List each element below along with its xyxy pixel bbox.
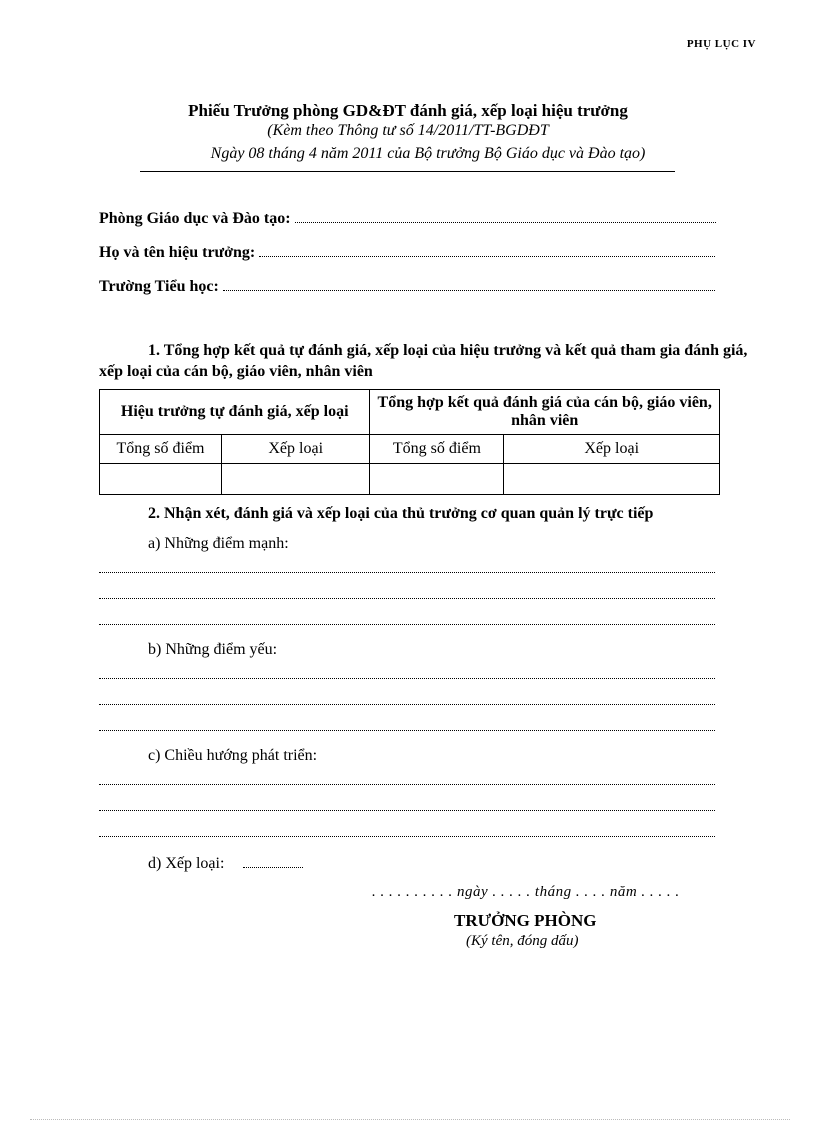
section-2-heading: 2. Nhận xét, đánh giá và xếp loại của thủ trưởng cơ quan quản lý trực tiếp: [148, 505, 654, 522]
self-rank-cell[interactable]: [222, 464, 370, 495]
ranking-label: d) Xếp loại:: [148, 855, 225, 872]
self-total-score-cell[interactable]: [100, 464, 222, 495]
staff-assessment-header: Tổng hợp kết quả đánh giá của cán bộ, giáo viên, nhân viên: [370, 390, 720, 435]
school-label: Trường Tiểu học:: [99, 278, 219, 295]
self-assessment-header: Hiệu trưởng tự đánh giá, xếp loại: [100, 390, 370, 435]
school-fill-line[interactable]: [223, 278, 715, 291]
school-field: [99, 278, 715, 296]
principal-label: Họ và tên hiệu trưởng:: [99, 244, 256, 261]
principal-fill-line[interactable]: [259, 244, 715, 257]
summary-table: [99, 389, 720, 495]
document-title: Phiếu Trưởng phòng GD&ĐT đánh giá, xếp loại hiệu trưởng: [188, 101, 628, 120]
appendix-label: PHỤ LỤC IV: [686, 38, 756, 50]
strengths-line-1[interactable]: [99, 572, 715, 573]
staff-total-score-header: Tổng số điểm: [370, 435, 504, 464]
strengths-label: a) Những điểm mạnh:: [148, 535, 289, 552]
title-divider: [140, 171, 675, 172]
signatory-title: TRƯỞNG PHÒNG: [454, 911, 597, 930]
staff-total-score-cell[interactable]: [370, 464, 504, 495]
principal-field: [99, 244, 715, 262]
signatory-note: (Ký tên, đóng dấu): [466, 933, 579, 949]
department-field: [99, 210, 716, 228]
document-subtitle-reference: (Kèm theo Thông tư số 14/2011/TT-BGDĐT: [267, 122, 549, 139]
direction-line-2[interactable]: [99, 810, 715, 811]
weaknesses-line-3[interactable]: [99, 730, 715, 731]
self-rank-header: Xếp loại: [222, 435, 370, 464]
weaknesses-line-2[interactable]: [99, 704, 715, 705]
section-1-heading: 1. Tổng hợp kết quả tự đánh giá, xếp loại của hiệu trưởng và kết quả tham gia đánh giá, xếp loại của cán bộ, giáo viên, nhân viên: [99, 342, 748, 380]
staff-rank-header: Xếp loại: [504, 435, 720, 464]
self-total-score-header: Tổng số điểm: [100, 435, 222, 464]
ranking-fill-line[interactable]: [243, 867, 303, 868]
department-label: Phòng Giáo dục và Đào tạo:: [99, 210, 291, 227]
weaknesses-label: b) Những điểm yếu:: [148, 641, 278, 658]
direction-line-1[interactable]: [99, 784, 715, 785]
page-bottom-divider: [30, 1119, 790, 1120]
staff-rank-cell[interactable]: [504, 464, 720, 495]
direction-line-3[interactable]: [99, 836, 715, 837]
department-fill-line[interactable]: [295, 210, 716, 223]
strengths-line-3[interactable]: [99, 624, 715, 625]
direction-label: c) Chiều hướng phát triển:: [148, 747, 318, 764]
weaknesses-line-1[interactable]: [99, 678, 715, 679]
document-subtitle-date: Ngày 08 tháng 4 năm 2011 của Bộ trưởng Bộ Giáo dục và Đào tạo): [210, 145, 646, 162]
strengths-line-2[interactable]: [99, 598, 715, 599]
signature-date-line: . . . . . . . . . . ngày . . . . . tháng . . . . năm . . . . .: [372, 884, 680, 900]
